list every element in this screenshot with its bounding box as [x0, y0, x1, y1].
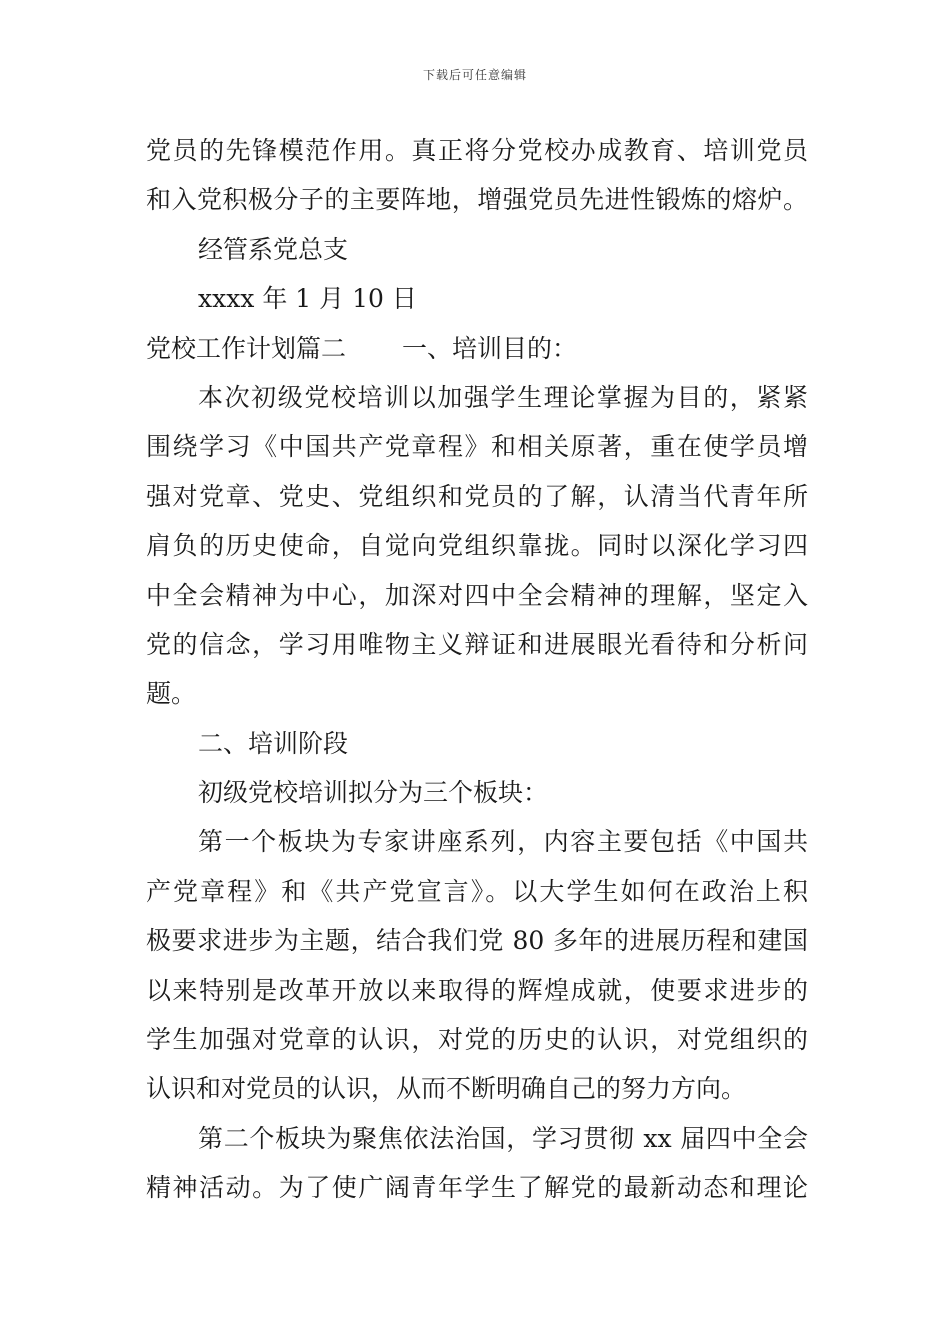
header-note: 下载后可任意编辑	[422, 68, 527, 82]
subsection-heading: 一、培训目的：	[402, 333, 578, 363]
text-line: 初级党校培训拟分为三个板块：	[198, 778, 549, 808]
text-line: 肩负的历史使命，自觉向党组织靠拢。同时以深化学习四	[146, 531, 808, 561]
text-line: 围绕学习《中国共产党章程》和相关原著，重在使学员增	[146, 432, 808, 462]
text-line: 党的信念，学习用唯物主义辩证和进展眼光看待和分析问	[146, 629, 808, 659]
text-line: 第一个板块为专家讲座系列，内容主要包括《中国共	[198, 827, 808, 857]
text-line: 极要求进步为主题，结合我们党 80 多年的进展历程和建国	[146, 926, 808, 956]
text-line: 精神活动。为了使广阔青年学生了解党的最新动态和理论	[146, 1173, 808, 1203]
text-line: 产党章程》和《共产党宣言》。以大学生如何在政治上积	[146, 876, 808, 906]
text-line: 第二个板块为聚焦依法治国，学习贯彻 xx 届四中全会	[198, 1123, 808, 1153]
text-line: 认识和对党员的认识，从而不断明确自己的努力方向。	[146, 1074, 747, 1104]
text-line: 题。	[146, 679, 197, 709]
text-line: 以来特别是改革开放以来取得的辉煌成就，使要求进步的	[146, 975, 808, 1005]
signature-department: 经管系党总支	[198, 234, 349, 264]
document-body	[146, 126, 808, 1213]
text-line: 和入党积极分子的主要阵地，增强党员先进性锻炼的熔炉。	[146, 185, 808, 215]
text-line: 党员的先锋模范作用。真正将分党校办成教育、培训党员	[146, 136, 808, 165]
text-line: 本次初级党校培训以加强学生理论掌握为目的，紧紧	[198, 382, 808, 412]
text-line: 中全会精神为中心，加深对四中全会精神的理解，坚定入	[146, 580, 808, 610]
section-title: 党校工作计划篇二	[146, 333, 347, 363]
section-heading-line	[146, 324, 808, 373]
text-line: 学生加强对党章的认识，对党的历史的认识，对党组织的	[146, 1025, 808, 1055]
subsection-heading: 二、培训阶段	[198, 728, 349, 758]
signature-date: xxxx 年 1 月 10 日	[198, 284, 417, 314]
text-line: 强对党章、党史、党组织和党员的了解，认清当代青年所	[146, 481, 808, 511]
